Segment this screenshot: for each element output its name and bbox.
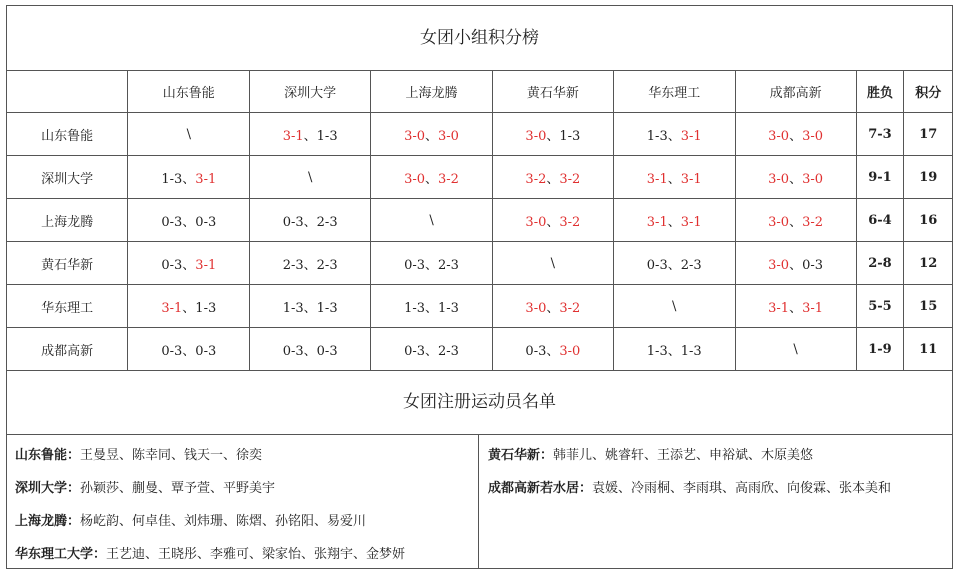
score-separator: 、	[425, 128, 439, 144]
roster-title: 女团注册运动员名单	[7, 370, 952, 435]
match-score-cell	[492, 113, 613, 156]
roster-players: 韩菲儿、姚睿轩、王添艺、申裕斌、木原美悠	[553, 448, 814, 463]
col-header-team: 华东理工	[613, 70, 735, 113]
match-score-cell	[613, 328, 735, 371]
match-score: 2-3	[680, 257, 702, 273]
match-score: 2-3	[438, 343, 459, 359]
match-score-cell	[371, 113, 493, 156]
match-score: 1-3	[680, 343, 702, 359]
match-score-cell	[613, 156, 735, 199]
match-score: 1-3	[161, 171, 183, 187]
match-score: 1-3	[282, 300, 304, 316]
match-score-cell	[613, 113, 735, 156]
roster-line	[15, 446, 478, 479]
match-score: 3-1	[282, 128, 304, 144]
match-score-cell	[735, 242, 856, 285]
roster-team-name: 深圳大学：	[15, 481, 81, 496]
win-loss-cell: 7-3	[856, 113, 904, 156]
roster-team-name: 华东理工大学：	[15, 547, 107, 562]
match-score-cell	[371, 156, 493, 199]
roster-left-panel	[7, 434, 479, 569]
score-separator: 、	[789, 171, 803, 187]
match-score: 3-0	[802, 128, 824, 144]
roster-line	[15, 545, 478, 578]
match-score-cell	[371, 242, 493, 285]
standings-title: 女团小组积分榜	[7, 6, 952, 71]
win-loss-cell: 5-5	[856, 285, 904, 328]
match-score: 3-0	[768, 257, 790, 273]
score-separator: 、	[303, 257, 317, 273]
match-score-cell	[492, 328, 613, 371]
points-cell: 19	[904, 156, 952, 199]
match-score: 3-0	[404, 128, 425, 144]
score-separator: 、	[789, 300, 803, 316]
win-loss-cell: 6-4	[856, 199, 904, 242]
score-separator: 、	[303, 128, 317, 144]
points-cell: 16	[904, 199, 952, 242]
roster-line	[488, 446, 952, 479]
corner-cell	[7, 70, 128, 113]
match-score: 3-1	[195, 171, 217, 187]
roster-players: 孙颖莎、蒯曼、覃予萱、平野美宇	[80, 481, 276, 496]
self-match-cell: \	[128, 113, 250, 156]
score-separator: 、	[425, 343, 439, 359]
score-separator: 、	[425, 257, 439, 273]
score-separator: 、	[303, 214, 317, 230]
col-header-team: 上海龙腾	[371, 70, 493, 113]
match-score: 0-3	[161, 343, 183, 359]
row-header-team: 华东理工	[7, 285, 128, 328]
match-score-cell	[492, 285, 613, 328]
win-loss-cell: 9-1	[856, 156, 904, 199]
match-score-cell	[250, 328, 371, 371]
match-score: 0-3	[161, 257, 183, 273]
match-score: 0-3	[161, 214, 183, 230]
col-header-points: 积分	[904, 70, 952, 113]
match-score: 3-0	[404, 171, 425, 187]
match-score-cell	[735, 156, 856, 199]
match-score: 3-0	[438, 128, 459, 144]
match-score: 3-0	[525, 214, 547, 230]
match-score: 3-1	[768, 300, 790, 316]
roster-team-name: 黄石华新：	[488, 448, 554, 463]
roster-players: 袁媛、冷雨桐、李雨琪、高雨欣、向俊霖、张本美和	[592, 481, 892, 496]
points-cell: 15	[904, 285, 952, 328]
row-header-team: 深圳大学	[7, 156, 128, 199]
row-header-team: 上海龙腾	[7, 199, 128, 242]
points-cell: 12	[904, 242, 952, 285]
match-score: 0-3	[195, 343, 217, 359]
score-separator: 、	[182, 300, 196, 316]
match-score: 3-0	[768, 214, 790, 230]
score-separator: 、	[546, 171, 560, 187]
standings-table	[7, 70, 952, 370]
match-score: 0-3	[802, 257, 824, 273]
col-header-win-loss: 胜负	[856, 70, 904, 113]
score-separator: 、	[789, 214, 803, 230]
match-score: 0-3	[404, 257, 425, 273]
score-separator: 、	[546, 343, 560, 359]
match-score-cell	[128, 242, 250, 285]
score-separator: 、	[303, 343, 317, 359]
match-score-cell	[735, 113, 856, 156]
match-score: 3-0	[802, 171, 824, 187]
match-score-cell	[250, 285, 371, 328]
match-score: 3-2	[559, 300, 581, 316]
match-score: 1-3	[559, 128, 581, 144]
roster-team-name: 山东鲁能：	[15, 448, 81, 463]
match-score: 3-2	[559, 214, 581, 230]
score-separator: 、	[546, 128, 560, 144]
col-header-team: 深圳大学	[250, 70, 371, 113]
score-separator: 、	[182, 214, 196, 230]
points-cell: 17	[904, 113, 952, 156]
match-score: 3-2	[438, 171, 459, 187]
roster-team-name: 成都高新若水居：	[488, 481, 593, 496]
match-score: 3-0	[768, 128, 790, 144]
match-score: 2-3	[316, 214, 338, 230]
table-row	[7, 242, 952, 285]
row-header-team: 黄石华新	[7, 242, 128, 285]
match-score: 2-3	[316, 257, 338, 273]
match-score: 0-3	[404, 343, 425, 359]
match-score: 3-1	[680, 171, 702, 187]
score-separator: 、	[303, 300, 317, 316]
self-match-cell: \	[371, 199, 493, 242]
match-score-cell	[128, 199, 250, 242]
match-score: 3-1	[195, 257, 217, 273]
score-separator: 、	[425, 171, 439, 187]
match-score: 3-1	[802, 300, 824, 316]
roster-team-name: 上海龙腾：	[15, 514, 81, 529]
match-score: 0-3	[525, 343, 547, 359]
match-score: 1-3	[646, 128, 668, 144]
match-score: 3-1	[680, 214, 702, 230]
match-score: 3-2	[802, 214, 824, 230]
match-score: 3-1	[680, 128, 702, 144]
match-score-cell	[128, 285, 250, 328]
match-score: 1-3	[404, 300, 425, 316]
match-score: 3-1	[646, 171, 668, 187]
score-separator: 、	[546, 214, 560, 230]
roster-players: 王曼昱、陈幸同、钱天一、徐奕	[80, 448, 263, 463]
match-score-cell	[492, 156, 613, 199]
win-loss-cell: 1-9	[856, 328, 904, 371]
col-header-team: 成都高新	[735, 70, 856, 113]
match-score-cell	[128, 156, 250, 199]
match-score: 0-3	[316, 343, 338, 359]
roster-right-panel	[479, 434, 952, 569]
match-score-cell	[613, 199, 735, 242]
match-score-cell	[492, 199, 613, 242]
score-separator: 、	[667, 128, 681, 144]
col-header-team: 山东鲁能	[128, 70, 250, 113]
match-score: 1-3	[316, 128, 338, 144]
roster-players: 王艺迪、王晓彤、李雅可、梁家怡、张翔宇、金梦妍	[106, 547, 406, 562]
match-score: 0-3	[282, 343, 304, 359]
score-separator: 、	[667, 214, 681, 230]
roster-line	[15, 512, 478, 545]
self-match-cell: \	[250, 156, 371, 199]
match-score: 3-0	[768, 171, 790, 187]
self-match-cell: \	[613, 285, 735, 328]
match-score: 3-0	[525, 128, 547, 144]
score-separator: 、	[182, 343, 196, 359]
points-cell: 11	[904, 328, 952, 371]
score-separator: 、	[667, 343, 681, 359]
roster-line	[488, 479, 952, 512]
match-score-cell	[735, 285, 856, 328]
match-score-cell	[128, 328, 250, 371]
match-score-cell	[371, 285, 493, 328]
score-separator: 、	[546, 300, 560, 316]
match-score-cell	[371, 328, 493, 371]
table-row	[7, 328, 952, 371]
score-separator: 、	[789, 128, 803, 144]
match-score: 0-3	[646, 257, 668, 273]
match-score: 3-0	[559, 343, 581, 359]
match-score: 3-2	[525, 171, 547, 187]
match-score-cell	[250, 242, 371, 285]
table-row	[7, 156, 952, 199]
match-score: 1-3	[316, 300, 338, 316]
standings-sheet	[6, 5, 953, 569]
match-score: 0-3	[282, 214, 304, 230]
match-score: 3-1	[646, 214, 668, 230]
win-loss-cell: 2-8	[856, 242, 904, 285]
match-score: 2-3	[282, 257, 304, 273]
match-score-cell	[250, 199, 371, 242]
score-separator: 、	[667, 257, 681, 273]
table-row	[7, 199, 952, 242]
col-header-team: 黄石华新	[492, 70, 613, 113]
self-match-cell: \	[735, 328, 856, 371]
match-score: 2-3	[438, 257, 459, 273]
table-row	[7, 113, 952, 156]
score-separator: 、	[425, 300, 439, 316]
match-score: 1-3	[438, 300, 459, 316]
score-separator: 、	[182, 257, 196, 273]
roster-line	[15, 479, 478, 512]
self-match-cell: \	[492, 242, 613, 285]
match-score: 0-3	[195, 214, 217, 230]
row-header-team: 成都高新	[7, 328, 128, 371]
match-score: 3-0	[525, 300, 547, 316]
score-separator: 、	[667, 171, 681, 187]
score-separator: 、	[182, 171, 196, 187]
match-score-cell	[250, 113, 371, 156]
score-separator: 、	[789, 257, 803, 273]
match-score: 3-1	[161, 300, 183, 316]
match-score: 1-3	[646, 343, 668, 359]
match-score-cell	[735, 199, 856, 242]
row-header-team: 山东鲁能	[7, 113, 128, 156]
header-row	[7, 70, 952, 113]
match-score-cell	[613, 242, 735, 285]
roster-players: 杨屹韵、何卓佳、刘炜珊、陈熠、孙铭阳、易爱川	[80, 514, 367, 529]
table-row	[7, 285, 952, 328]
match-score: 3-2	[559, 171, 581, 187]
match-score: 1-3	[195, 300, 217, 316]
